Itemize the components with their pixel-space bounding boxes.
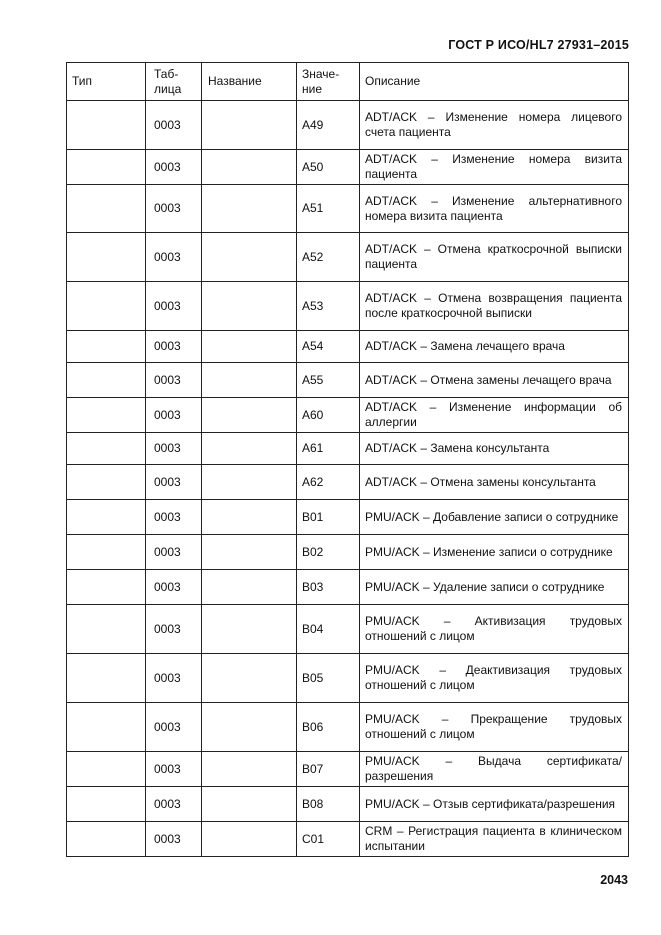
cell-description: PMU/ACK – Активизация трудовых отношений с лицом	[360, 605, 629, 654]
cell-description: PMU/ACK – Выдача сертификата/разрешения	[360, 752, 629, 787]
column-header-description: Описание	[360, 63, 629, 101]
cell-description: ADT/ACK – Отмена краткосрочной выписки пациента	[360, 233, 629, 282]
cell-type	[67, 185, 146, 233]
table-row	[67, 703, 629, 752]
cell-name	[202, 363, 297, 398]
cell-value: B07	[297, 752, 360, 787]
cell-type	[67, 500, 146, 535]
cell-name	[202, 185, 297, 233]
cell-table: 0003	[146, 703, 202, 752]
cell-table: 0003	[146, 331, 202, 363]
cell-name	[202, 150, 297, 185]
table-row	[67, 605, 629, 654]
cell-description: PMU/ACK – Изменение записи о сотруднике	[360, 535, 629, 570]
cell-table: 0003	[146, 570, 202, 605]
column-header-table: Таб- лица	[146, 63, 202, 101]
column-header-type: Тип	[67, 63, 146, 101]
cell-table: 0003	[146, 282, 202, 331]
cell-description: ADT/ACK – Отмена замены консультанта	[360, 465, 629, 500]
cell-description: ADT/ACK – Замена консультанта	[360, 433, 629, 465]
table-row	[67, 654, 629, 703]
cell-type	[67, 150, 146, 185]
cell-name	[202, 233, 297, 282]
cell-name	[202, 433, 297, 465]
cell-value: A60	[297, 398, 360, 433]
cell-type	[67, 465, 146, 500]
cell-name	[202, 605, 297, 654]
cell-value: A54	[297, 331, 360, 363]
cell-description: ADT/ACK – Замена лечащего врача	[360, 331, 629, 363]
cell-name	[202, 703, 297, 752]
cell-description: ADT/ACK – Изменение информации об аллергии	[360, 398, 629, 433]
cell-description: PMU/ACK – Прекращение трудовых отношений с лицом	[360, 703, 629, 752]
cell-value: A51	[297, 185, 360, 233]
cell-description: PMU/ACK – Отзыв сертификата/разрешения	[360, 787, 629, 822]
table-row	[67, 433, 629, 465]
document-header: ГОСТ Р ИСО/HL7 27931–2015	[448, 38, 629, 52]
cell-table: 0003	[146, 363, 202, 398]
cell-value: B08	[297, 787, 360, 822]
table-row	[67, 465, 629, 500]
cell-table: 0003	[146, 500, 202, 535]
cell-name	[202, 331, 297, 363]
cell-type	[67, 703, 146, 752]
cell-name	[202, 101, 297, 150]
cell-description: PMU/ACK – Деактивизация трудовых отношений с лицом	[360, 654, 629, 703]
cell-value: B06	[297, 703, 360, 752]
cell-value: A61	[297, 433, 360, 465]
cell-type	[67, 433, 146, 465]
cell-value: A50	[297, 150, 360, 185]
table-row	[67, 535, 629, 570]
page-number: 2043	[600, 873, 628, 887]
cell-table: 0003	[146, 150, 202, 185]
cell-name	[202, 787, 297, 822]
cell-name	[202, 570, 297, 605]
cell-type	[67, 605, 146, 654]
cell-value: B02	[297, 535, 360, 570]
cell-type	[67, 570, 146, 605]
table-row	[67, 282, 629, 331]
table-row	[67, 101, 629, 150]
cell-type	[67, 233, 146, 282]
cell-value: C01	[297, 822, 360, 857]
cell-table: 0003	[146, 822, 202, 857]
cell-name	[202, 500, 297, 535]
cell-table: 0003	[146, 433, 202, 465]
cell-type	[67, 363, 146, 398]
cell-value: B03	[297, 570, 360, 605]
table-row	[67, 398, 629, 433]
cell-type	[67, 282, 146, 331]
cell-name	[202, 654, 297, 703]
cell-type	[67, 822, 146, 857]
cell-value: A53	[297, 282, 360, 331]
cell-name	[202, 822, 297, 857]
cell-description: PMU/ACK – Добавление записи о сотруднике	[360, 500, 629, 535]
cell-table: 0003	[146, 233, 202, 282]
cell-type	[67, 535, 146, 570]
cell-type	[67, 101, 146, 150]
cell-description: CRM – Регистрация пациента в клиническом испытании	[360, 822, 629, 857]
cell-table: 0003	[146, 605, 202, 654]
cell-description: ADT/ACK – Отмена замены лечащего врача	[360, 363, 629, 398]
cell-description: PMU/ACK – Удаление записи о сотруднике	[360, 570, 629, 605]
table-row	[67, 787, 629, 822]
cell-description: ADT/ACK – Отмена возвращения пациента после краткосрочной выписки	[360, 282, 629, 331]
cell-value: B01	[297, 500, 360, 535]
cell-value: B04	[297, 605, 360, 654]
cell-name	[202, 535, 297, 570]
table-row	[67, 752, 629, 787]
cell-value: A52	[297, 233, 360, 282]
cell-table: 0003	[146, 654, 202, 703]
table-row	[67, 822, 629, 857]
cell-table: 0003	[146, 787, 202, 822]
cell-description: ADT/ACK – Изменение номера визита пациента	[360, 150, 629, 185]
cell-type	[67, 654, 146, 703]
table-row	[67, 150, 629, 185]
cell-type	[67, 331, 146, 363]
cell-name	[202, 282, 297, 331]
cell-table: 0003	[146, 752, 202, 787]
cell-value: A49	[297, 101, 360, 150]
cell-table: 0003	[146, 465, 202, 500]
codes-table	[66, 62, 629, 857]
cell-type	[67, 398, 146, 433]
table-row	[67, 363, 629, 398]
cell-description: ADT/ACK – Изменение номера лицевого счета пациента	[360, 101, 629, 150]
table-row	[67, 185, 629, 233]
cell-table: 0003	[146, 101, 202, 150]
cell-value: A55	[297, 363, 360, 398]
cell-value: B05	[297, 654, 360, 703]
cell-value: A62	[297, 465, 360, 500]
cell-description: ADT/ACK – Изменение альтернативного номера визита пациента	[360, 185, 629, 233]
column-header-name: Название	[202, 63, 297, 101]
table-header-row	[67, 63, 629, 101]
table-row	[67, 500, 629, 535]
cell-name	[202, 398, 297, 433]
cell-table: 0003	[146, 185, 202, 233]
cell-name	[202, 465, 297, 500]
cell-name	[202, 752, 297, 787]
cell-type	[67, 787, 146, 822]
cell-table: 0003	[146, 398, 202, 433]
cell-table: 0003	[146, 535, 202, 570]
cell-type	[67, 752, 146, 787]
column-header-value: Значе- ние	[297, 63, 360, 101]
table-row	[67, 331, 629, 363]
table-row	[67, 233, 629, 282]
table-row	[67, 570, 629, 605]
